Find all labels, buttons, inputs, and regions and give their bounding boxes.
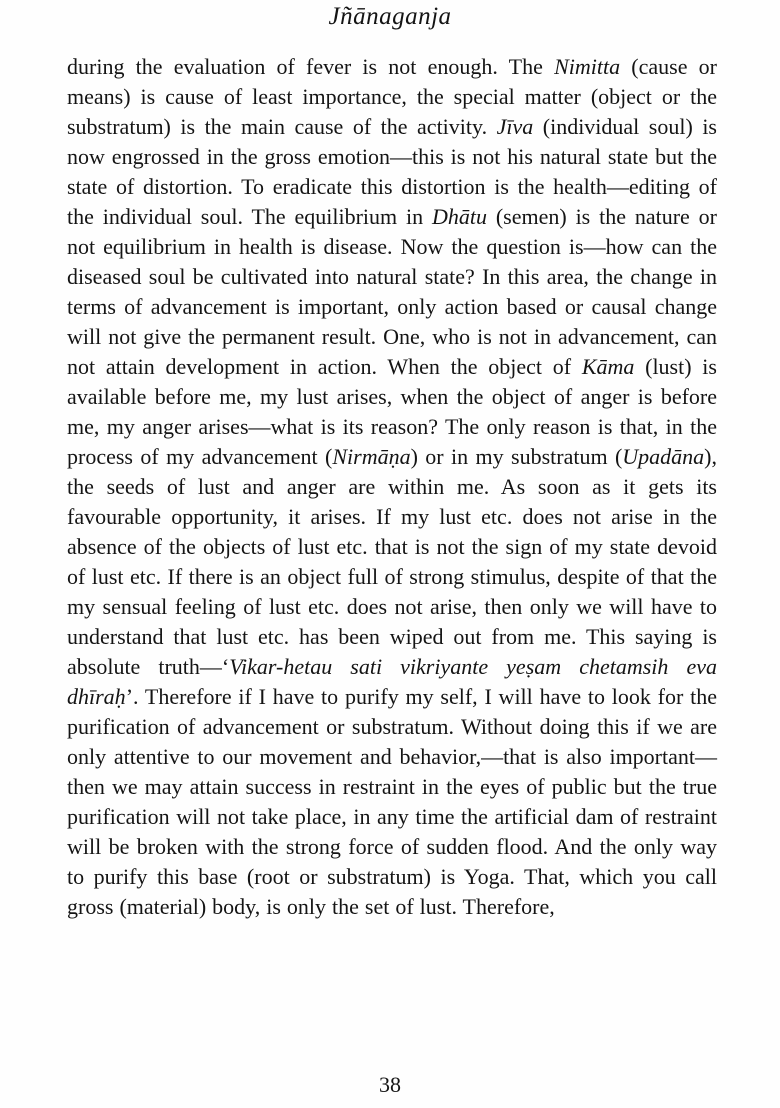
italic-term: Nimitta bbox=[554, 54, 621, 79]
body-text-run: (lust) is available before me, my lust arises, when the object of anger is before me, my anger arises—what is its reason? The only reason is that, in the process of my advancement ( bbox=[67, 354, 717, 469]
italic-term: Kāma bbox=[581, 354, 635, 379]
italic-term: Vikar-hetau sati vikriyante yeṣam chetamsih eva dhīraḥ bbox=[67, 654, 717, 709]
body-text-run: (cause or means) is cause of least importance, the special matter (object or the substratum) is the main cause of the activity. bbox=[67, 54, 717, 139]
body-text-run: (semen) is the nature or not equilibrium in health is disease. Now the question is—how can the diseased soul be cultivated into natural state? In this area, the change in terms of advancement is important, only action based or causal change will not give the permanent result. One, who is not in advancement, can not attain development in action. When the object of bbox=[67, 204, 717, 379]
body-text-run: (individual soul) is now engrossed in the gross emotion—this is not his natural state but the state of distortion. To eradicate this distortion is the health—editing of the individual soul. The equilibrium in bbox=[67, 114, 717, 229]
page-number: 38 bbox=[379, 1072, 401, 1097]
italic-term: Nirmāṇa bbox=[332, 444, 411, 469]
body-text-run: during the evaluation of fever is not enough. The bbox=[67, 54, 555, 79]
body-text-run: ’. Therefore if I have to purify my self, I will have to look for the purification of advancement or substratum. Without doing this if we are only attentive to our movement and behavior,—that is also important—then we may attain success in restraint in the eyes of public but the true purification will not take place, in any time the artificial dam of restraint will be broken with the strong force of sudden flood. And the only way to purify this base (root or substratum) is Yoga. That, which you call gross (material) body, is only the set of lust. Therefore, bbox=[67, 684, 717, 919]
body-text bbox=[67, 52, 717, 922]
body-text-run: ) or in my substratum ( bbox=[410, 444, 623, 469]
italic-term: Upadāna bbox=[622, 444, 705, 469]
italic-term: Jīva bbox=[496, 114, 534, 139]
body-text-run: ), the seeds of lust and anger are within me. As soon as it gets its favourable opportunity, it arises. If my lust etc. does not arise in the absence of the objects of lust etc. that is not the sign of my state devoid of lust etc. If there is an object full of strong stimulus, despite of that the my sensual feeling of lust etc. does not arise, then only we will have to understand that lust etc. has been wiped out from me. This saying is absolute truth—‘ bbox=[67, 444, 717, 679]
italic-term: Dhātu bbox=[432, 204, 487, 229]
running-head: Jñānaganja bbox=[328, 3, 452, 30]
